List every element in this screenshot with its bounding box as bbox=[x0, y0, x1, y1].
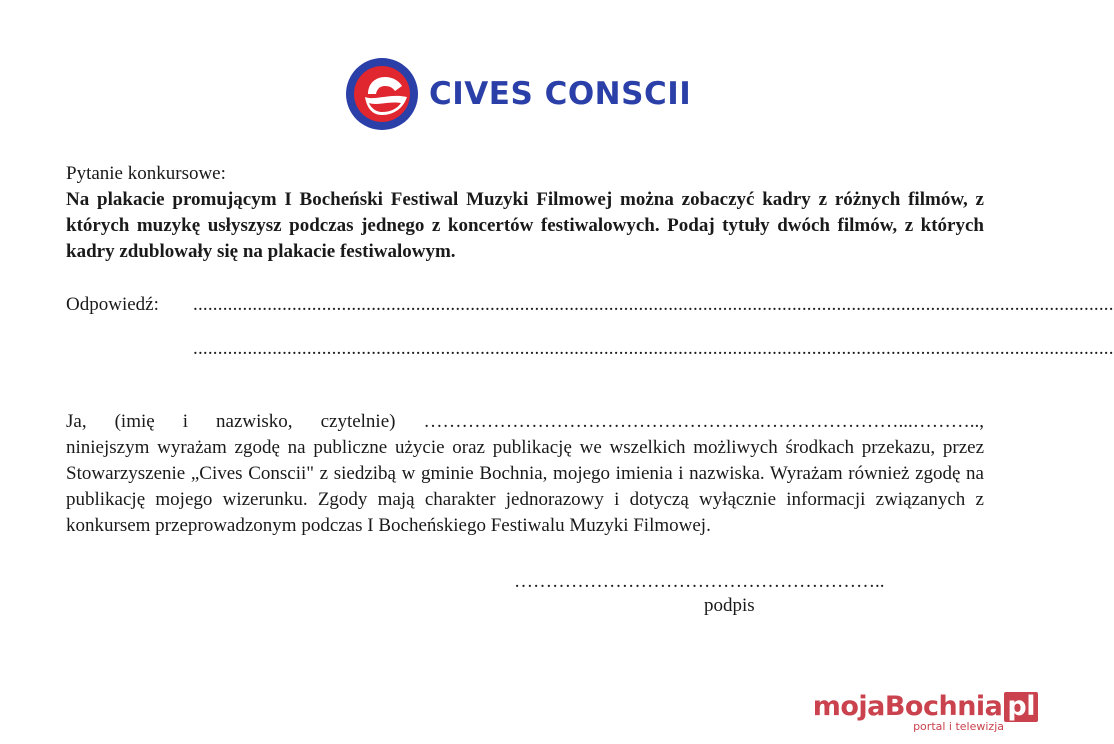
watermark-brand-name: mojaBochnia bbox=[812, 691, 1003, 722]
logo-text: CIVES CONSCII bbox=[429, 76, 692, 112]
answer-line-1[interactable]: .......................................................................................................................................................................................... bbox=[193, 294, 1114, 315]
consent-name-line[interactable]: Ja, (imię i nazwisko, czytelnie) …………………………………………………………………...……….., bbox=[66, 411, 984, 432]
cives-conscii-logo bbox=[345, 56, 691, 132]
question-label: Pytanie konkursowe: bbox=[66, 163, 226, 184]
watermark-brand bbox=[813, 692, 1038, 722]
signature-line[interactable]: ………………………………………………….. bbox=[514, 571, 885, 592]
consent-text: niniejszym wyrażam zgodę na publiczne użycie oraz publikację we wszelkich możliwych środkach przekazu, przez Stowarzyszenie „Cives Conscii" z siedzibą w gminie Bochnia, mojego imienia i nazwiska. Wyrażam również zgodę na publikację mojego wizerunku. Zgody mają charakter jednorazowy i dotyczą wyłącznie informacji związanych z konkursem przeprowadzonym podczas I Bocheńskiego Festiwalu Muzyki Filmowej. bbox=[66, 437, 984, 536]
consent-statement bbox=[66, 409, 984, 539]
question-text: Na plakacie promującym I Bocheński Festiwal Muzyki Filmowej można zobaczyć kadry z różnych filmów, z których muzykę usłyszysz podczas jednego z koncertów festiwalowych. Podaj tytuły dwóch filmów, z których kadry zdublowały się na plakacie festiwalowym. bbox=[66, 189, 984, 262]
answer-line-2[interactable]: .......................................................................................................................................................................................... bbox=[193, 338, 1114, 359]
watermark-tld: pl bbox=[1004, 692, 1038, 722]
mojabochnia-watermark bbox=[813, 692, 1038, 733]
answer-label: Odpowiedź: bbox=[66, 294, 159, 315]
watermark-tagline: portal i telewizja bbox=[913, 720, 1004, 733]
signature-label: podpis bbox=[704, 595, 755, 616]
cives-conscii-emblem-icon bbox=[345, 57, 419, 131]
